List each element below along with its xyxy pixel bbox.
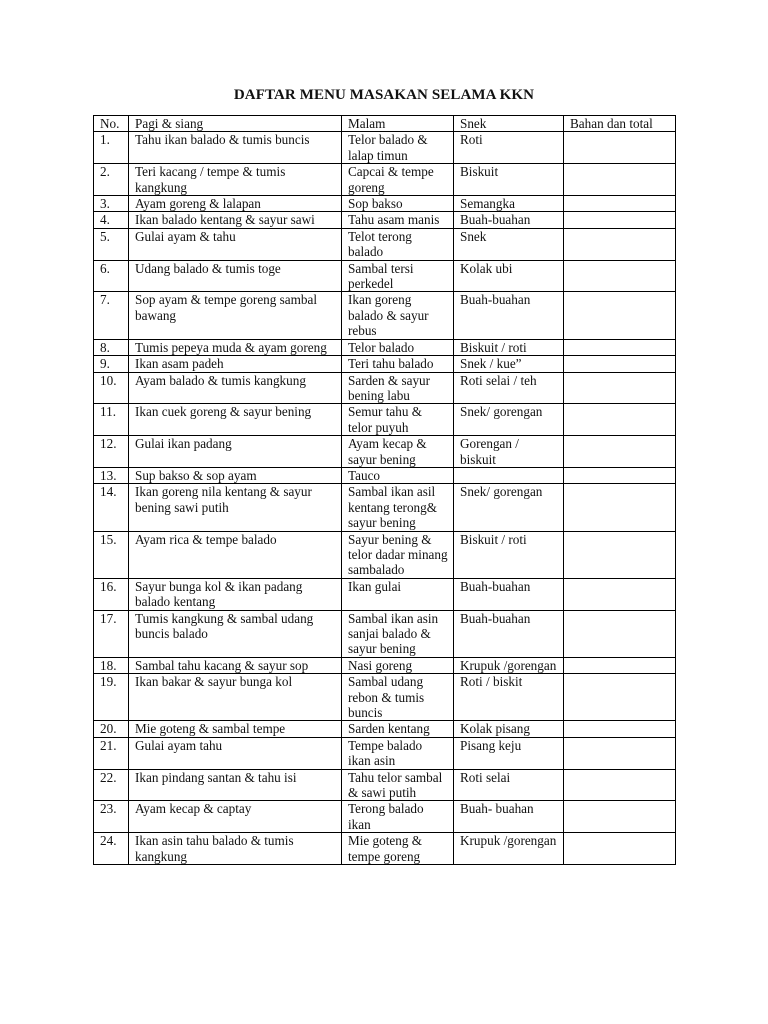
cell-bahan-dan-total bbox=[564, 132, 676, 164]
cell-malam: Sambal udang rebon & tumis buncis bbox=[342, 674, 454, 721]
cell-pagi-siang: Gulai ayam & tahu bbox=[129, 228, 342, 260]
cell-pagi-siang: Ikan balado kentang & sayur sawi bbox=[129, 212, 342, 228]
cell-snek: Buah- buahan bbox=[454, 801, 564, 833]
table-row bbox=[94, 610, 676, 657]
cell-snek: Snek/ gorengan bbox=[454, 404, 564, 436]
cell-malam: Capcai & tempe goreng bbox=[342, 164, 454, 196]
table-row bbox=[94, 484, 676, 531]
cell-pagi-siang: Tumis pepeya muda & ayam goreng bbox=[129, 339, 342, 355]
cell-snek: Kolak ubi bbox=[454, 260, 564, 292]
cell-pagi-siang: Mie goteng & sambal tempe bbox=[129, 721, 342, 737]
cell-bahan-dan-total bbox=[564, 436, 676, 468]
cell-no: 24. bbox=[94, 833, 129, 865]
cell-snek: Roti / biskit bbox=[454, 674, 564, 721]
table-row bbox=[94, 356, 676, 372]
cell-snek: Snek / kue” bbox=[454, 356, 564, 372]
cell-no: 20. bbox=[94, 721, 129, 737]
cell-snek: Krupuk /gorengan bbox=[454, 833, 564, 865]
cell-snek: Roti selai bbox=[454, 769, 564, 801]
table-row bbox=[94, 737, 676, 769]
cell-bahan-dan-total bbox=[564, 196, 676, 212]
cell-pagi-siang: Ikan pindang santan & tahu isi bbox=[129, 769, 342, 801]
cell-pagi-siang: Sambal tahu kacang & sayur sop bbox=[129, 657, 342, 673]
table-row bbox=[94, 801, 676, 833]
cell-malam: Sarden kentang bbox=[342, 721, 454, 737]
cell-pagi-siang: Sayur bunga kol & ikan padang balado kentang bbox=[129, 578, 342, 610]
cell-malam: Terong balado ikan bbox=[342, 801, 454, 833]
table-row bbox=[94, 196, 676, 212]
cell-no: 2. bbox=[94, 164, 129, 196]
cell-malam: Telor balado bbox=[342, 339, 454, 355]
cell-malam: Tempe balado ikan asin bbox=[342, 737, 454, 769]
cell-no: 14. bbox=[94, 484, 129, 531]
cell-malam: Sambal tersi perkedel bbox=[342, 260, 454, 292]
table-row bbox=[94, 436, 676, 468]
cell-malam: Tahu asam manis bbox=[342, 212, 454, 228]
cell-bahan-dan-total bbox=[564, 404, 676, 436]
cell-malam: Sambal ikan asin sanjai balado & sayur bening bbox=[342, 610, 454, 657]
cell-pagi-siang: Sup bakso & sop ayam bbox=[129, 467, 342, 483]
cell-no: 17. bbox=[94, 610, 129, 657]
cell-no: 15. bbox=[94, 531, 129, 578]
column-header-bahan-dan-total: Bahan dan total bbox=[564, 116, 676, 132]
cell-bahan-dan-total bbox=[564, 610, 676, 657]
cell-snek: Semangka bbox=[454, 196, 564, 212]
cell-snek: Krupuk /gorengan bbox=[454, 657, 564, 673]
cell-malam: Nasi goreng bbox=[342, 657, 454, 673]
cell-bahan-dan-total bbox=[564, 292, 676, 339]
cell-bahan-dan-total bbox=[564, 721, 676, 737]
table-row bbox=[94, 578, 676, 610]
cell-no: 10. bbox=[94, 372, 129, 404]
cell-bahan-dan-total bbox=[564, 657, 676, 673]
table-header-row bbox=[94, 116, 676, 132]
cell-no: 11. bbox=[94, 404, 129, 436]
cell-snek: Snek bbox=[454, 228, 564, 260]
cell-pagi-siang: Gulai ikan padang bbox=[129, 436, 342, 468]
cell-malam: Sop bakso bbox=[342, 196, 454, 212]
table-row bbox=[94, 164, 676, 196]
cell-pagi-siang: Ayam kecap & captay bbox=[129, 801, 342, 833]
table-row bbox=[94, 292, 676, 339]
cell-pagi-siang: Gulai ayam tahu bbox=[129, 737, 342, 769]
cell-pagi-siang: Sop ayam & tempe goreng sambal bawang bbox=[129, 292, 342, 339]
cell-snek: Buah-buahan bbox=[454, 292, 564, 339]
cell-snek: Buah-buahan bbox=[454, 212, 564, 228]
cell-pagi-siang: Tumis kangkung & sambal udang buncis balado bbox=[129, 610, 342, 657]
cell-no: 16. bbox=[94, 578, 129, 610]
cell-bahan-dan-total bbox=[564, 212, 676, 228]
cell-snek bbox=[454, 467, 564, 483]
cell-malam: Ikan gulai bbox=[342, 578, 454, 610]
cell-bahan-dan-total bbox=[564, 578, 676, 610]
cell-snek: Kolak pisang bbox=[454, 721, 564, 737]
column-header-snek: Snek bbox=[454, 116, 564, 132]
cell-bahan-dan-total bbox=[564, 833, 676, 865]
table-row bbox=[94, 132, 676, 164]
cell-bahan-dan-total bbox=[564, 372, 676, 404]
cell-bahan-dan-total bbox=[564, 531, 676, 578]
cell-no: 1. bbox=[94, 132, 129, 164]
cell-snek: Gorengan / biskuit bbox=[454, 436, 564, 468]
table-row bbox=[94, 531, 676, 578]
cell-pagi-siang: Ikan asam padeh bbox=[129, 356, 342, 372]
cell-pagi-siang: Ikan bakar & sayur bunga kol bbox=[129, 674, 342, 721]
table-row bbox=[94, 339, 676, 355]
cell-malam: Ikan goreng balado & sayur rebus bbox=[342, 292, 454, 339]
column-header-no: No. bbox=[94, 116, 129, 132]
cell-no: 7. bbox=[94, 292, 129, 339]
cell-malam: Semur tahu & telor puyuh bbox=[342, 404, 454, 436]
cell-snek: Roti bbox=[454, 132, 564, 164]
cell-malam: Telot terong balado bbox=[342, 228, 454, 260]
cell-malam: Teri tahu balado bbox=[342, 356, 454, 372]
cell-snek: Buah-buahan bbox=[454, 610, 564, 657]
cell-bahan-dan-total bbox=[564, 228, 676, 260]
cell-no: 19. bbox=[94, 674, 129, 721]
cell-bahan-dan-total bbox=[564, 801, 676, 833]
column-header-malam: Malam bbox=[342, 116, 454, 132]
cell-malam: Sayur bening & telor dadar minang sambalado bbox=[342, 531, 454, 578]
cell-malam: Tahu telor sambal & sawi putih bbox=[342, 769, 454, 801]
cell-snek: Pisang keju bbox=[454, 737, 564, 769]
table-row bbox=[94, 260, 676, 292]
cell-no: 3. bbox=[94, 196, 129, 212]
cell-malam: Ayam kecap & sayur bening bbox=[342, 436, 454, 468]
cell-no: 9. bbox=[94, 356, 129, 372]
cell-pagi-siang: Ikan goreng nila kentang & sayur bening sawi putih bbox=[129, 484, 342, 531]
cell-bahan-dan-total bbox=[564, 260, 676, 292]
cell-snek: Biskuit bbox=[454, 164, 564, 196]
cell-snek: Biskuit / roti bbox=[454, 339, 564, 355]
cell-bahan-dan-total bbox=[564, 737, 676, 769]
cell-snek: Buah-buahan bbox=[454, 578, 564, 610]
cell-no: 12. bbox=[94, 436, 129, 468]
table-row bbox=[94, 212, 676, 228]
table-row bbox=[94, 404, 676, 436]
cell-bahan-dan-total bbox=[564, 164, 676, 196]
table-row bbox=[94, 372, 676, 404]
table-row bbox=[94, 657, 676, 673]
cell-malam: Mie goteng & tempe goreng bbox=[342, 833, 454, 865]
table-row bbox=[94, 833, 676, 865]
cell-bahan-dan-total bbox=[564, 339, 676, 355]
cell-pagi-siang: Ayam rica & tempe balado bbox=[129, 531, 342, 578]
cell-no: 18. bbox=[94, 657, 129, 673]
cell-bahan-dan-total bbox=[564, 484, 676, 531]
cell-pagi-siang: Ayam goreng & lalapan bbox=[129, 196, 342, 212]
cell-no: 5. bbox=[94, 228, 129, 260]
cell-malam: Tauco bbox=[342, 467, 454, 483]
cell-snek: Snek/ gorengan bbox=[454, 484, 564, 531]
table-body bbox=[94, 132, 676, 865]
table-row bbox=[94, 721, 676, 737]
cell-no: 23. bbox=[94, 801, 129, 833]
cell-no: 22. bbox=[94, 769, 129, 801]
cell-pagi-siang: Ikan cuek goreng & sayur bening bbox=[129, 404, 342, 436]
cell-malam: Sambal ikan asil kentang terong& sayur bening bbox=[342, 484, 454, 531]
cell-no: 8. bbox=[94, 339, 129, 355]
cell-snek: Roti selai / teh bbox=[454, 372, 564, 404]
cell-pagi-siang: Teri kacang / tempe & tumis kangkung bbox=[129, 164, 342, 196]
cell-no: 13. bbox=[94, 467, 129, 483]
cell-bahan-dan-total bbox=[564, 467, 676, 483]
cell-no: 21. bbox=[94, 737, 129, 769]
cell-pagi-siang: Udang balado & tumis toge bbox=[129, 260, 342, 292]
table-row bbox=[94, 769, 676, 801]
table-row bbox=[94, 228, 676, 260]
cell-pagi-siang: Tahu ikan balado & tumis buncis bbox=[129, 132, 342, 164]
cell-pagi-siang: Ikan asin tahu balado & tumis kangkung bbox=[129, 833, 342, 865]
table-row bbox=[94, 467, 676, 483]
cell-bahan-dan-total bbox=[564, 674, 676, 721]
table-row bbox=[94, 674, 676, 721]
cell-bahan-dan-total bbox=[564, 769, 676, 801]
cell-malam: Sarden & sayur bening labu bbox=[342, 372, 454, 404]
cell-no: 4. bbox=[94, 212, 129, 228]
page-title: DAFTAR MENU MASAKAN SELAMA KKN bbox=[233, 87, 535, 103]
column-header-pagi-siang: Pagi & siang bbox=[129, 116, 342, 132]
menu-table bbox=[93, 115, 676, 865]
cell-bahan-dan-total bbox=[564, 356, 676, 372]
cell-malam: Telor balado & lalap timun bbox=[342, 132, 454, 164]
cell-snek: Biskuit / roti bbox=[454, 531, 564, 578]
cell-no: 6. bbox=[94, 260, 129, 292]
cell-pagi-siang: Ayam balado & tumis kangkung bbox=[129, 372, 342, 404]
